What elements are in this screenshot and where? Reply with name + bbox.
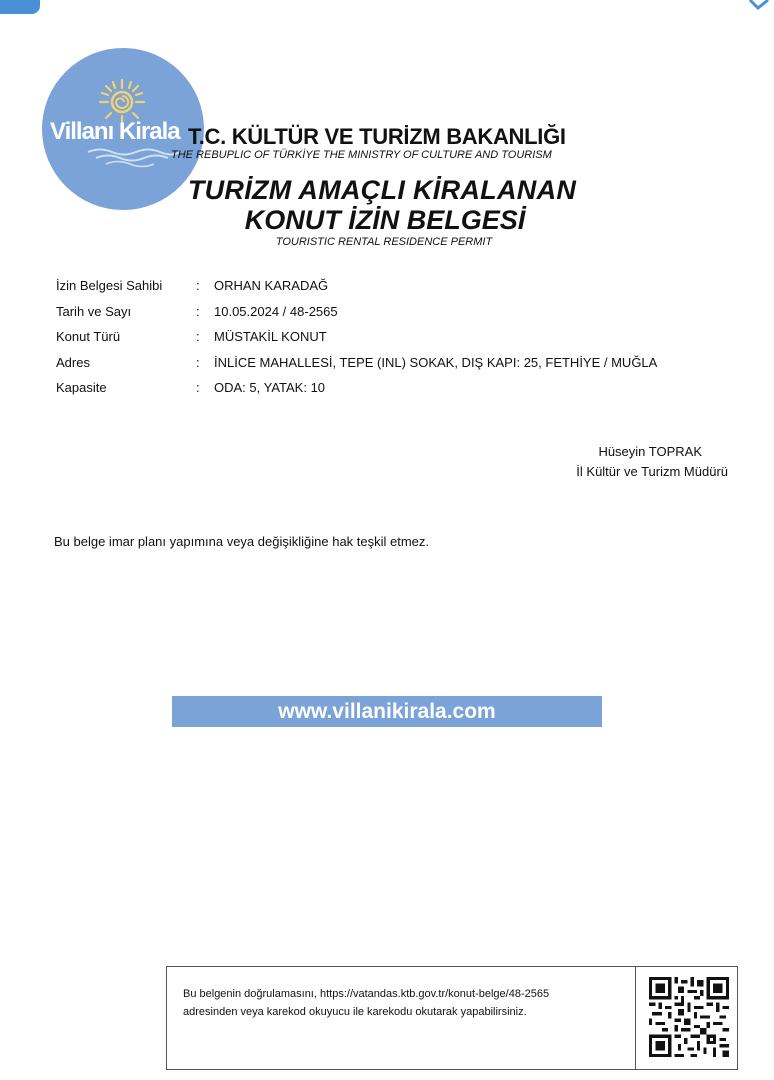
field-colon: : [196,354,200,370]
corner-chevron-icon [746,0,774,10]
title-english: TOURISTIC RENTAL RESIDENCE PERMIT [275,236,493,248]
permit-details [56,273,657,401]
field-row-date-number [56,299,657,325]
logo-text: Villanı Kirala [50,118,180,145]
signer-title: İl Kültür ve Turizm Müdürü [576,464,728,479]
field-colon: : [196,278,200,294]
verification-line-1: Bu belgenin doğrulamasını, https://vatandas.ktb.gov.tr/konut-belge/48-2565 [183,988,550,1000]
verification-text [183,985,623,1021]
title-line-2: KONUT İZİN BELGESİ [244,205,526,235]
field-value: ORHAN KARADAĞ [214,278,329,294]
field-value: ODA: 5, YATAK: 10 [214,380,326,396]
field-value: İNLİCE MAHALLESİ, TEPE (INL) SOKAK, DIŞ KAPI: 25, FETHİYE / MUĞLA [214,354,658,370]
field-label: İzin Belgesi Sahibi [56,278,163,294]
website-banner[interactable] [172,696,602,727]
field-label: Konut Türü [56,329,121,345]
field-colon: : [196,329,200,345]
waves-icon [84,146,180,168]
field-row-capacity [56,375,657,401]
title-line-1: TURİZM AMAÇLI KİRALANAN [187,175,577,205]
qr-code-icon [649,977,729,1057]
field-colon: : [196,303,200,319]
verification-line-2: adresinden veya karekod okuyucu ile karekodu okutarak yapabilirsiniz. [183,1006,527,1018]
field-row-owner [56,273,657,299]
field-value: MÜSTAKİL KONUT [214,329,327,345]
verification-box [166,966,738,1070]
ministry-title: T.C. KÜLTÜR VE TURİZM BAKANLIĞI [188,124,566,149]
divider [635,967,636,1069]
signer-name-text: Hüseyin TOPRAK [598,444,702,459]
field-row-address [56,350,657,376]
field-label: Adres [56,354,90,370]
field-label: Kapasite [56,380,107,396]
field-colon: : [196,380,200,396]
field-value: 10.05.2024 / 48-2565 [214,303,338,319]
field-label: Tarih ve Sayı [56,303,132,319]
legal-notice: Bu belge imar planı yapımına veya değişikliğine hak teşkil etmez. [54,534,430,549]
document-title [0,175,774,249]
website-banner-text: www.villanikirala.com [278,699,496,723]
ministry-title-english: THE REBUPLIC OF TÜRKİYE THE MINISTRY OF CULTURE AND TOURISM [171,149,552,161]
field-row-residence-type [56,324,657,350]
signer-name [598,443,702,461]
corner-tab-left [0,0,40,14]
